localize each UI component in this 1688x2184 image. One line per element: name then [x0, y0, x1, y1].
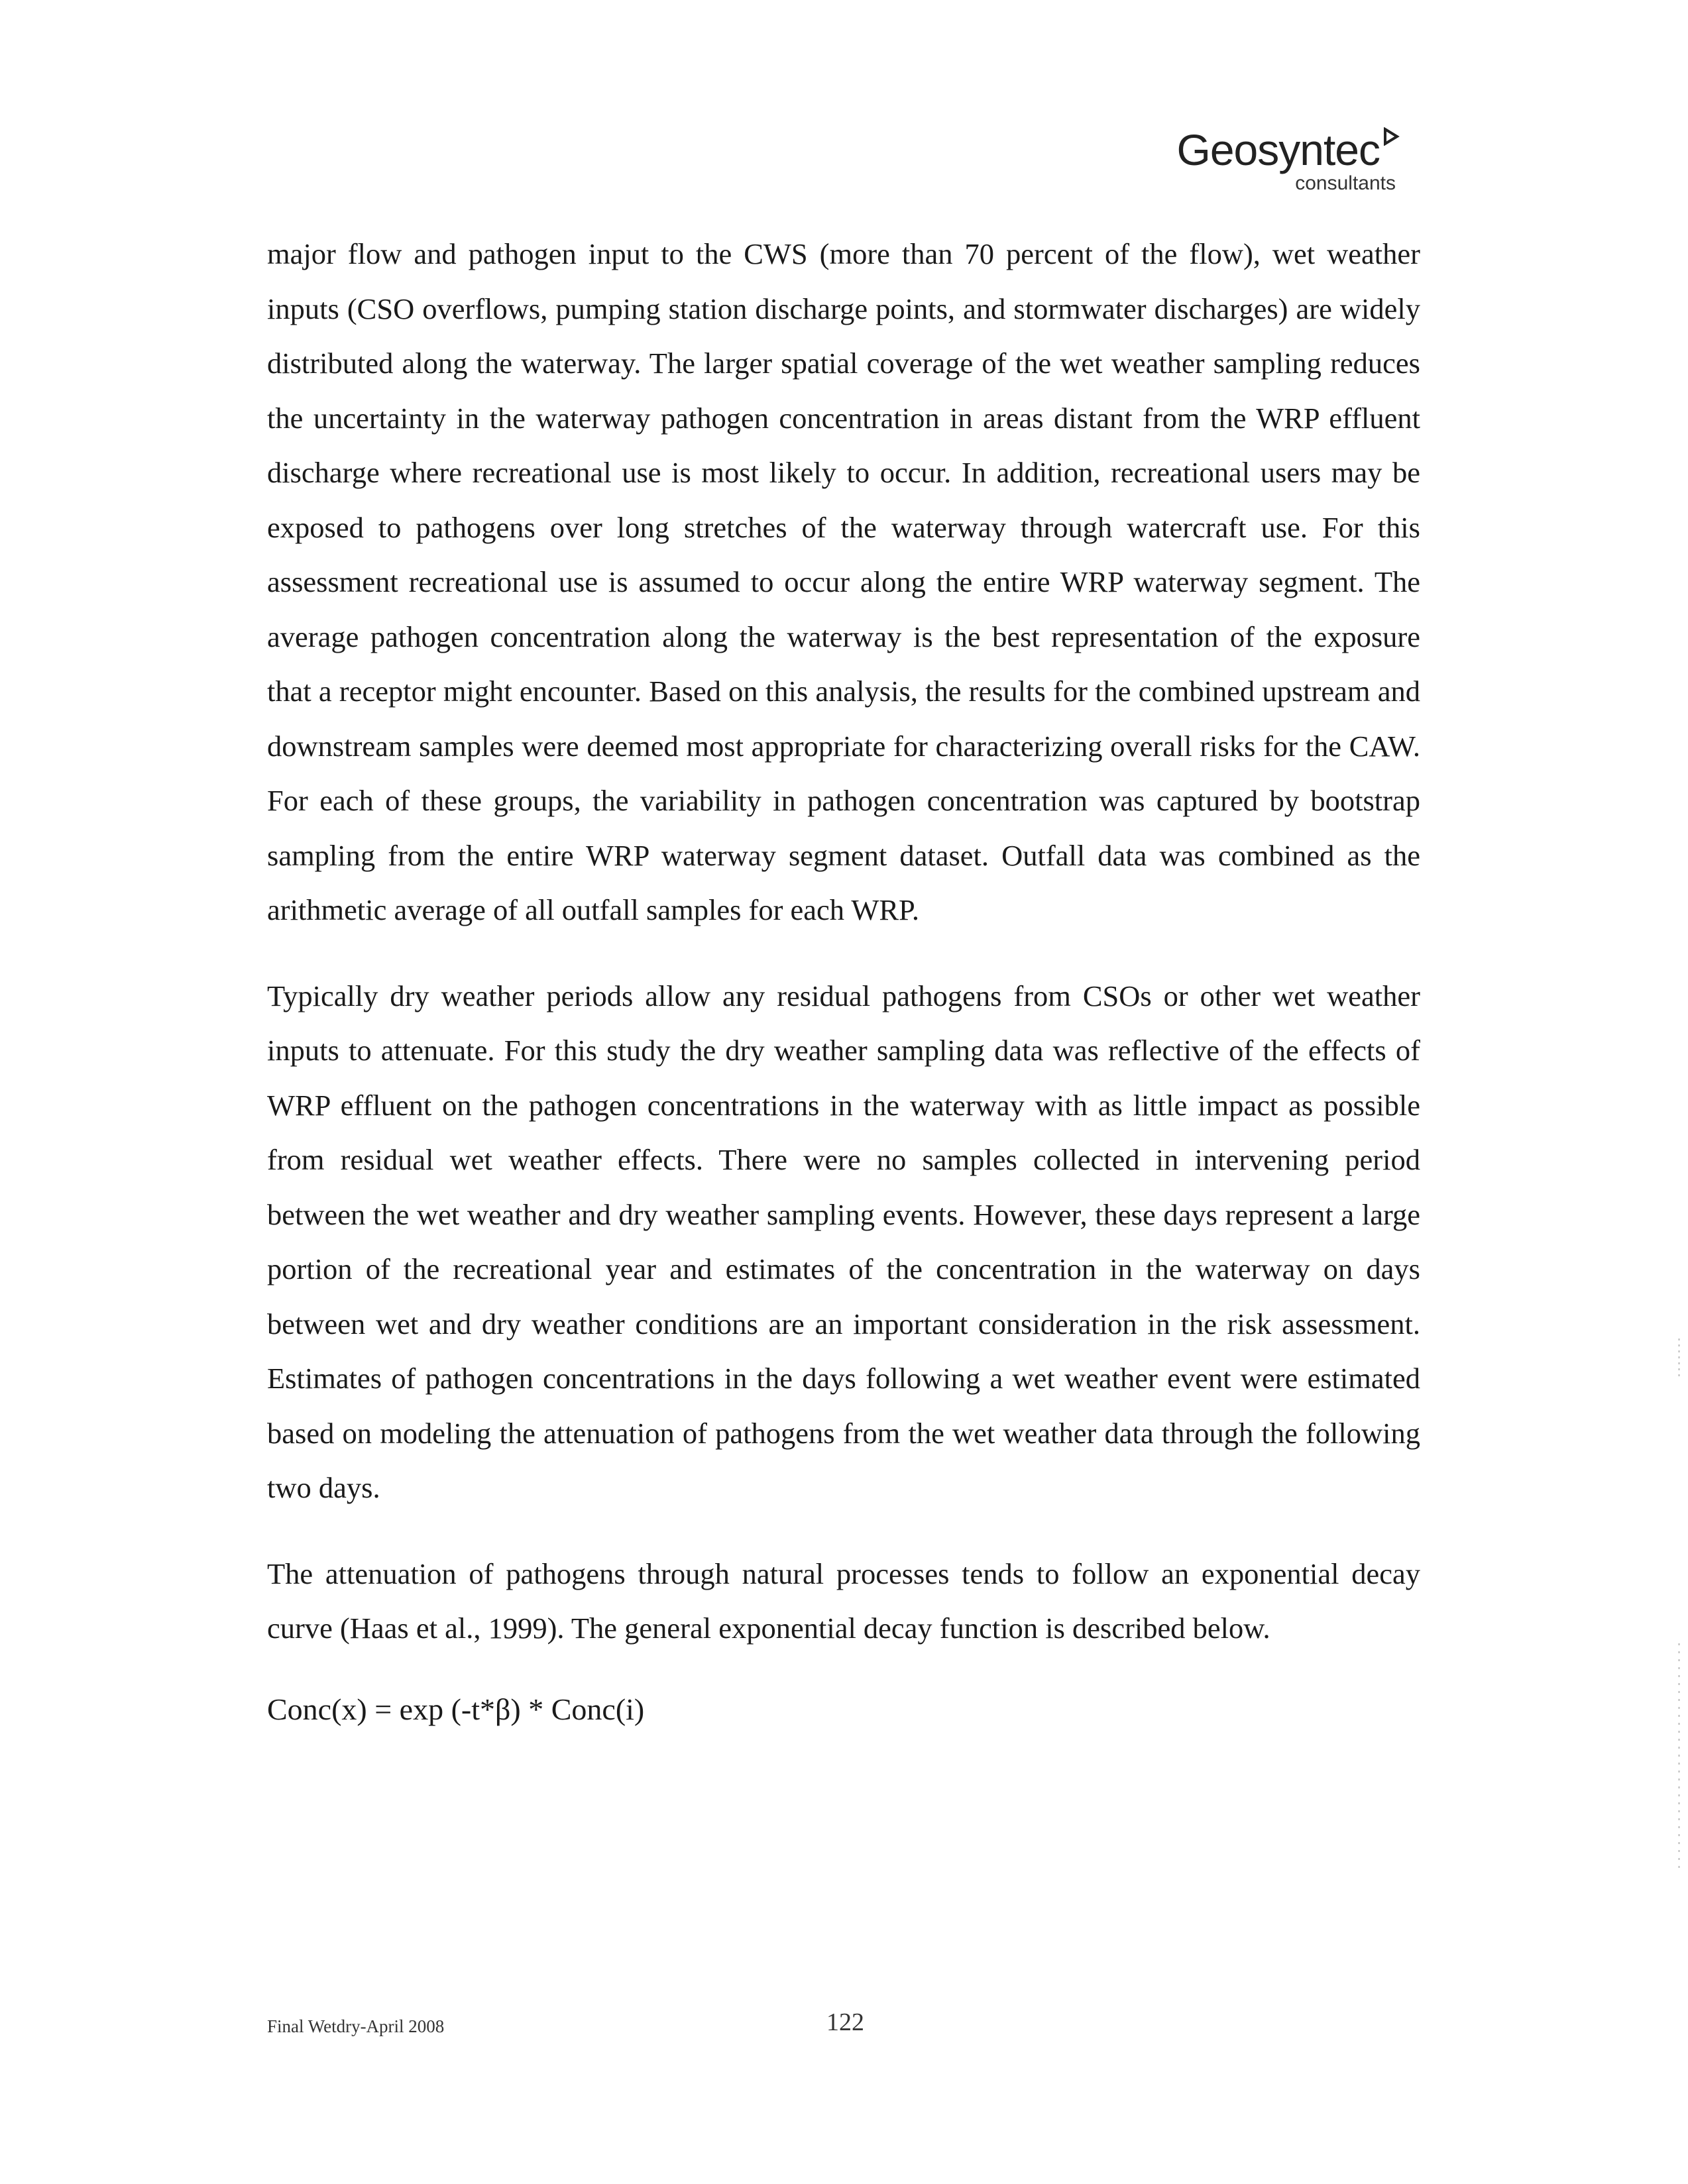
logo-name: Geosyntec	[1176, 125, 1380, 174]
logo-subtitle: consultants	[1295, 172, 1396, 194]
paragraph-3: The attenuation of pathogens through natural processes tends to follow an exponential decay curve (Haas et al., 1999). The general exponential decay function is described below.	[267, 1556, 1420, 1645]
geosyntec-logo	[1177, 125, 1400, 195]
scan-mark	[1678, 1338, 1680, 1378]
body-text	[267, 227, 1420, 1737]
paragraph-2: Typically dry weather periods allow any residual pathogens from CSOs or other wet weather inputs to attenuate. For this study the dry weather sampling data was reflective of the effects of WRP effluent on the pathogen concentrations in the waterway with as little impact as possible from residual wet weather effects. There were no samples collected in intervening period between the wet weather and dry weather sampling events. However, these days represent a large portion of the recreational year and estimates of the concentration in the waterway on days between wet and dry weather conditions are an important consideration in the risk assessment. Estimates of pathogen concentrations in the days following a wet weather event were estimated based on modeling the attenuation of pathogens from the wet weather data through the following two days.	[267, 979, 1420, 1504]
footer-document-label: Final Wetdry-April 2008	[267, 2016, 445, 2036]
page-number: 122	[826, 2008, 864, 2036]
scan-mark	[1678, 1643, 1680, 1869]
triangle-outline-icon	[1382, 127, 1400, 146]
decay-equation: Conc(x) = exp (-t*β) * Conc(i)	[267, 1692, 645, 1726]
paragraph-1: major flow and pathogen input to the CWS (more than 70 percent of the flow), wet weather inputs (CSO overflows, pumping station discharge points, and stormwater discharges) are widely distributed along the waterway. The larger spatial coverage of the wet weather sampling reduces the uncertainty in the waterway pathogen concentration in areas distant from the WRP effluent discharge where recreational use is most likely to occur. In addition, recreational users may be exposed to pathogens over long stretches of the waterway through watercraft use. For this assessment recreational use is assumed to occur along the entire WRP waterway segment. The average pathogen concentration along the waterway is the best representation of the exposure that a receptor might encounter. Based on this analysis, the results for the combined upstream and downstream samples were deemed most appropriate for characterizing overall risks for the CAW. For each of these groups, the variability in pathogen concentration was captured by bootstrap sampling from the entire WRP waterway segment dataset. Outfall data was combined as the arithmetic average of all outfall samples for each WRP.	[267, 237, 1420, 926]
